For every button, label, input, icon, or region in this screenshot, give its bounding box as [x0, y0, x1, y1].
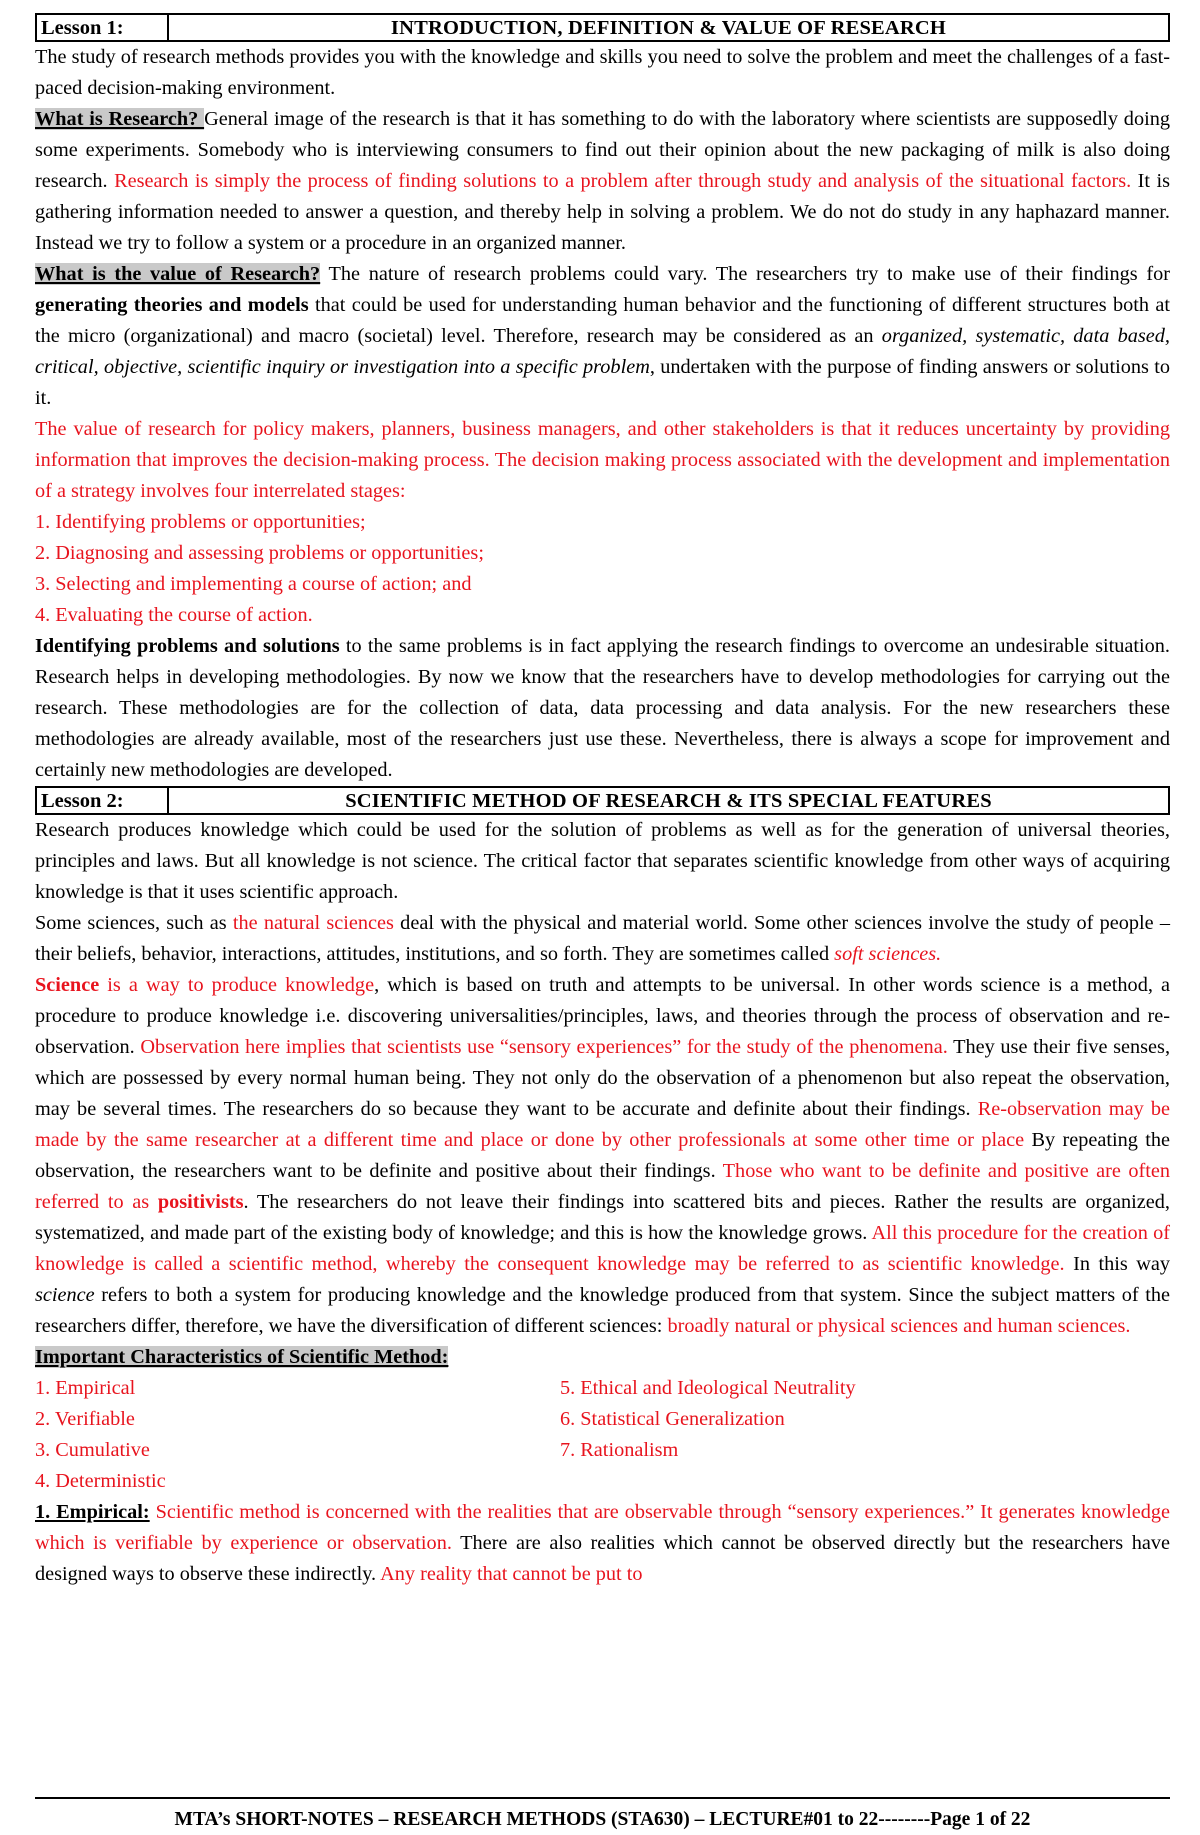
- body-text: It is gathering information needed to answer a question, and thereby help in solving a problem. We do not do study in any haphazard manner. Instead we try to follow a system or a procedure in an organized manner.: [35, 170, 1170, 254]
- section-heading: What is Research?: [35, 108, 205, 130]
- lesson-title: INTRODUCTION, DEFINITION & VALUE OF RESEARCH: [390, 17, 947, 39]
- section-heading: What is the value of Research?: [35, 263, 321, 285]
- highlighted-text: All this procedure for the creation of knowledge is called a scientific method, whereby the consequent knowledge may be referred to as scientific knowledge.: [35, 1222, 1170, 1275]
- lesson-1-header: [35, 13, 1170, 42]
- body-text: They use their five senses, which are possessed by every normal human being. They not only do the observation of a phenomenon but also repeat the observation, may be several times. The researchers do so because they want to be accurate and definite about their findings.: [35, 1036, 1171, 1120]
- characteristics-right-column: [560, 1373, 1080, 1497]
- body-text: deal with the physical and material world. Some other sciences involve the study of people – their beliefs, behavior, interactions, attitudes, institutions, and so forth. They are sometimes called: [35, 912, 1171, 965]
- lesson-2-header: [35, 786, 1170, 815]
- highlighted-text: Those who want to be definite and positive are often referred to as: [35, 1160, 1170, 1213]
- empirical-paragraph: [35, 1497, 1170, 1590]
- characteristics-heading-line: [35, 1342, 1170, 1373]
- characteristic-item: 5. Ethical and Ideological Neutrality: [560, 1377, 856, 1399]
- characteristic-item: 4. Deterministic: [35, 1470, 166, 1492]
- knowledge-paragraph: Research produces knowledge which could be used for the solution of problems as well as for the generation of universal theories, principles and laws. But all knowledge is not science. The critical factor that separates scientific knowledge from other ways of acquiring knowledge is that it uses scientific approach.: [35, 819, 1170, 903]
- body-text: refers to both a system for producing knowledge and the knowledge produced from that system. Since the subject matters of the researchers differ, therefore, we have the diversification of different sciences:: [35, 1284, 1170, 1337]
- stages-list: [35, 507, 1170, 631]
- characteristic-item: 7. Rationalism: [560, 1439, 679, 1461]
- characteristic-item: 3. Cumulative: [35, 1439, 150, 1461]
- characteristic-item: 2. Verifiable: [35, 1408, 135, 1430]
- stage-item: 1. Identifying problems or opportunities;: [35, 511, 366, 533]
- lesson-number: Lesson 2:: [37, 788, 169, 813]
- bold-text: generating theories and models: [35, 294, 309, 316]
- body-text: In this way: [1064, 1253, 1170, 1275]
- stage-item: 3. Selecting and implementing a course of action; and: [35, 573, 472, 595]
- characteristic-item: 6. Statistical Generalization: [560, 1408, 785, 1430]
- body-text: By repeating the observation, the researchers want to be definite and positive about their findings.: [35, 1129, 1170, 1182]
- footer-divider: [35, 1797, 1170, 1799]
- italic-text: organized, systematic, data based, critical, objective, scientific inquiry or investigation into a specific problem: [35, 325, 1170, 378]
- highlighted-text: Any reality that cannot be put to: [380, 1563, 643, 1585]
- body-text: Some sciences, such as: [35, 912, 233, 934]
- stage-item: 2. Diagnosing and assessing problems or opportunities;: [35, 542, 484, 564]
- characteristic-item: 1. Empirical: [35, 1377, 136, 1399]
- value-of-research-paragraph: [35, 259, 1170, 414]
- lesson-title: SCIENTIFIC METHOD OF RESEARCH & ITS SPECIAL FEATURES: [345, 790, 992, 812]
- highlighted-bold-text: positivists: [157, 1191, 244, 1213]
- what-is-research-paragraph: [35, 104, 1170, 259]
- body-text: There are also realities which cannot be observed directly but the researchers have designed ways to observe these indirectly.: [35, 1532, 1170, 1585]
- highlighted-text: is a way to produce knowledge: [99, 974, 375, 996]
- stage-item: 4. Evaluating the course of action.: [35, 604, 313, 626]
- body-text: General image of the research is that it has something to do with the laboratory where scientists are supposedly doing some experiments. Somebody who is interviewing consumers to find out their opinion about the new packaging of milk is also doing research.: [35, 108, 1170, 192]
- intro-paragraph: The study of research methods provides you with the knowledge and skills you need to solve the problem and meet the challenges of a fast-paced decision-making environment.: [35, 46, 1170, 99]
- body-text: to the same problems is in fact applying the research findings to overcome an undesirable situation. Research helps in developing methodologies. By now we know that the researchers have to develop methodologies for carrying out the research. These methodologies are for the collection of data, data processing and data analysis. For the new researchers these methodologies are already available, most of the researchers just use these. Nevertheless, there is always a scope for improvement and certainly new methodologies are developed.: [35, 635, 1171, 781]
- bold-text: Identifying problems and solutions: [35, 635, 340, 657]
- page-footer: MTA’s SHORT-NOTES – RESEARCH METHODS (STA630) – LECTURE#01 to 22--------Page 1 of 22: [174, 1809, 1031, 1830]
- italic-text: science: [35, 1284, 95, 1306]
- document-page: [35, 13, 1170, 1590]
- section-heading: 1. Empirical:: [35, 1501, 150, 1523]
- highlighted-italic-text: soft sciences.: [834, 943, 942, 965]
- highlighted-bold-text: Science: [35, 974, 100, 996]
- body-text: , which is based on truth and attempts to be universal. In other words science is a method, a procedure to produce knowledge i.e. discovering universalities/principles, laws, and theories through the process of observation and re-observation.: [35, 974, 1170, 1058]
- characteristics-list: [35, 1373, 1170, 1497]
- science-paragraph: [35, 970, 1170, 1342]
- section-heading: Important Characteristics of Scientific Method:: [35, 1346, 449, 1368]
- highlighted-text: the natural sciences: [232, 912, 394, 934]
- highlighted-text: Observation here implies that scientists use “sensory experiences” for the study of the phenomena.: [140, 1036, 948, 1058]
- highlighted-text: Research is simply the process of finding solutions to a problem after through study and analysis of the situational factors.: [114, 170, 1132, 192]
- sciences-paragraph: [35, 908, 1170, 970]
- body-text: , undertaken with the purpose of finding answers or solutions to it.: [35, 356, 1170, 409]
- characteristics-left-column: [35, 1373, 560, 1497]
- body-text: that could be used for understanding human behavior and the functioning of different structures both at the micro (organizational) and macro (societal) level. Therefore, research may be considered as an: [35, 294, 1170, 347]
- value-red-paragraph: The value of research for policy makers, planners, business managers, and other stakeholders is that it reduces uncertainty by providing information that improves the decision-making process. The decision making process associated with the development and implementation of a strategy involves four interrelated stages:: [35, 418, 1170, 502]
- highlighted-text: Scientific method is concerned with the realities that are observable through “sensory experiences.” It generates knowledge which is verifiable by experience or observation.: [35, 1501, 1171, 1554]
- identifying-paragraph: [35, 631, 1170, 786]
- highlighted-text: broadly natural or physical sciences and human sciences.: [667, 1315, 1131, 1337]
- lesson-number: Lesson 1:: [37, 15, 169, 40]
- body-text: The nature of research problems could vary. The researchers try to make use of their findings for: [320, 263, 1170, 285]
- highlighted-text: Re-observation may be made by the same researcher at a different time and place or done by other professionals at some other time or place: [35, 1098, 1170, 1151]
- body-text: . The researchers do not leave their findings into scattered bits and pieces. Rather the results are organized, systematized, and made part of the existing body of knowledge; and this is how the knowledge grows.: [35, 1191, 1170, 1244]
